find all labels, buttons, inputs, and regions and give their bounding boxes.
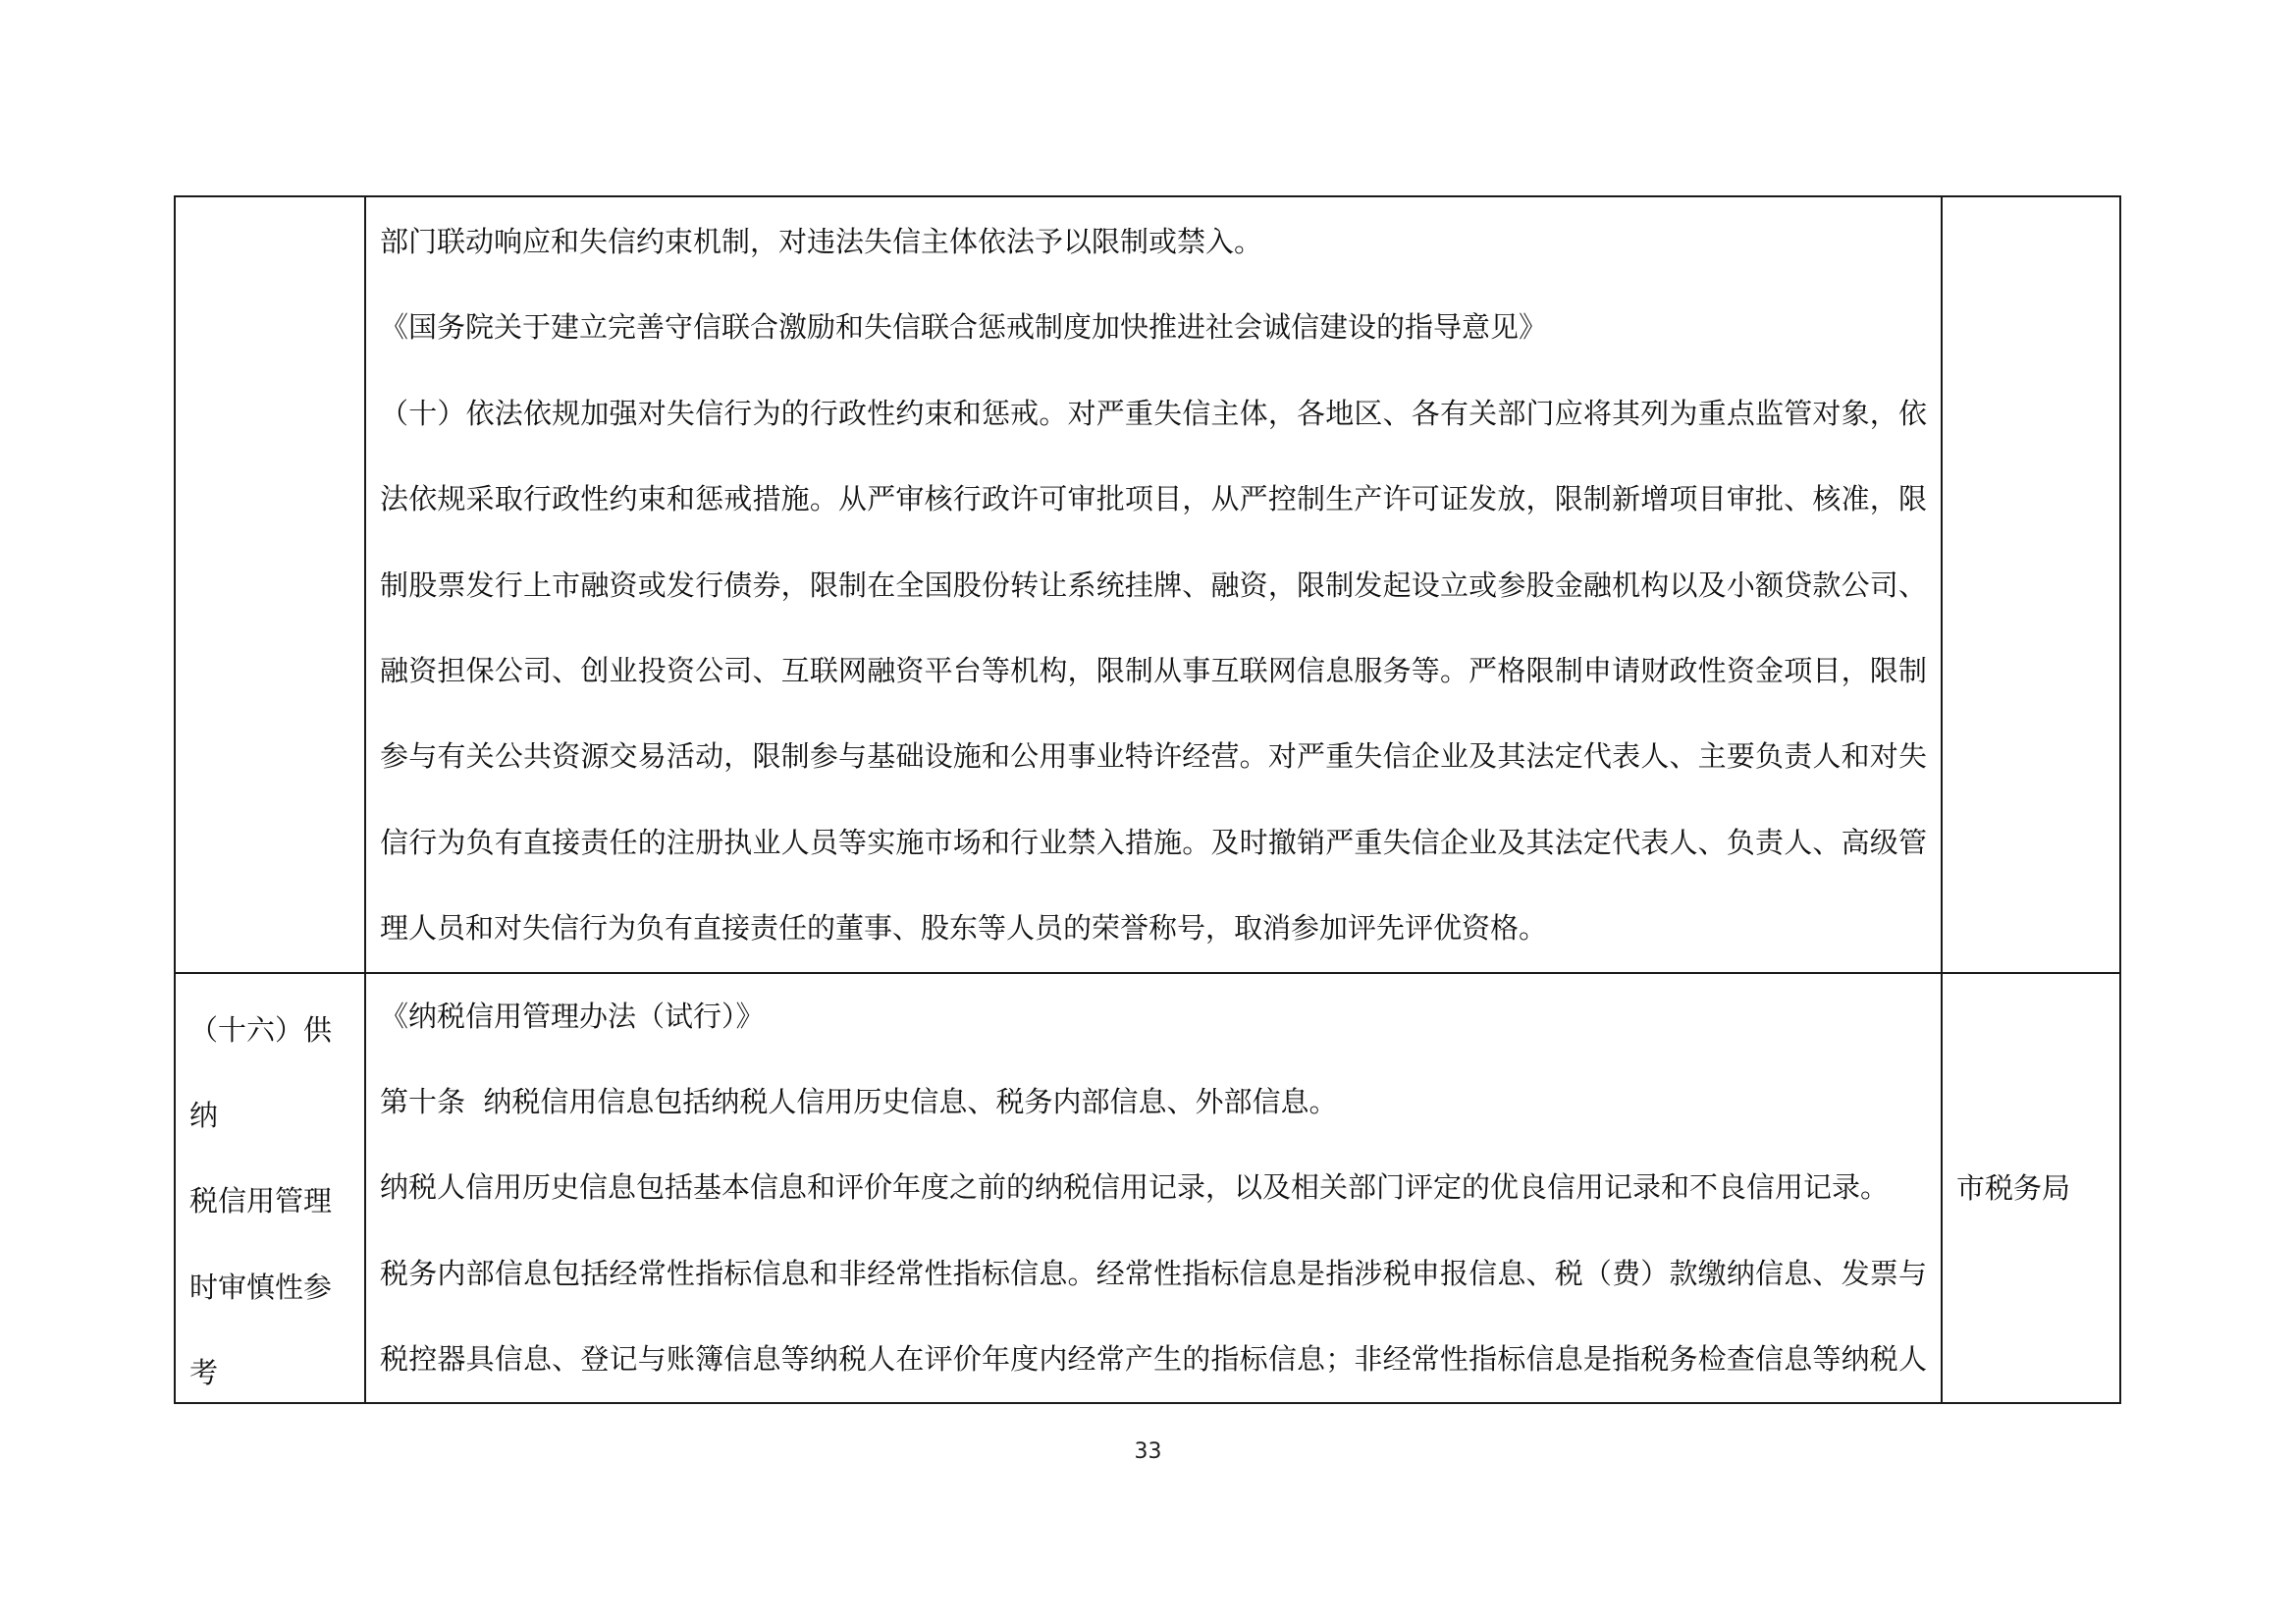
- policy-table: [174, 195, 2121, 1404]
- page-number: 33: [1134, 1439, 1162, 1464]
- department-label: 市税务局: [1956, 1170, 2071, 1205]
- basis-cell: [365, 973, 1942, 1404]
- basis-line: 制股票发行上市融资或发行债券，限制在全国股份转让系统挂牌、融资，限制发起设立或参股金融机构以及小额贷款公司、: [380, 568, 1927, 602]
- item-cell: [175, 973, 365, 1404]
- document-title: 《纳税信用管理办法（试行）》: [380, 999, 765, 1033]
- table-row: [175, 973, 2120, 1404]
- item-title-line: （十六）供纳: [189, 1012, 333, 1132]
- basis-line: 第十条 纳税信用信息包括纳税人信用历史信息、税务内部信息、外部信息。: [380, 1084, 1338, 1118]
- item-title-line: 税信用管理: [189, 1184, 333, 1218]
- basis-line: 参与有关公共资源交易活动，限制参与基础设施和公用事业特许经营。对严重失信企业及其法定代表人、主要负责人和对失: [380, 739, 1927, 774]
- basis-cell: [365, 196, 1942, 973]
- basis-line: 税务内部信息包括经常性指标信息和非经常性指标信息。经常性指标信息是指涉税申报信息、税（费）款缴纳信息、发票与: [380, 1256, 1927, 1290]
- department-cell: [1942, 196, 2120, 973]
- item-title-line: 时审慎性参: [189, 1270, 333, 1304]
- item-title: [189, 988, 356, 1417]
- basis-line: 部门联动响应和失信约束机制，对违法失信主体依法予以限制或禁入。: [380, 225, 1263, 258]
- table-row: [175, 196, 2120, 973]
- document-title: 《国务院关于建立完善守信联合激励和失信联合惩戒制度加快推进社会诚信建设的指导意见》: [380, 310, 1548, 345]
- department-cell: [1942, 973, 2120, 1404]
- item-title-line: 考: [189, 1356, 219, 1390]
- basis-line: （十）依法依规加强对失信行为的行政性约束和惩戒。对严重失信主体，各地区、各有关部门应将其列为重点监管对象，依: [380, 396, 1927, 430]
- basis-line: 纳税人信用历史信息包括基本信息和评价年度之前的纳税信用记录，以及相关部门评定的优良信用记录和不良信用记录。: [380, 1170, 1890, 1205]
- basis-line: 税控器具信息、登记与账簿信息等纳税人在评价年度内经常产生的指标信息；非经常性指标信息是指税务检查信息等纳税人: [380, 1342, 1927, 1377]
- basis-line: 信行为负有直接责任的注册执业人员等实施市场和行业禁入措施。及时撤销严重失信企业及其法定代表人、负责人、高级管: [380, 825, 1927, 859]
- basis-line: 融资担保公司、创业投资公司、互联网融资平台等机构，限制从事互联网信息服务等。严格限制申请财政性资金项目，限制: [380, 653, 1927, 687]
- basis-line: 法依规采取行政性约束和惩戒措施。从严审核行政许可审批项目，从严控制生产许可证发放，限制新增项目审批、核准，限: [380, 482, 1927, 516]
- item-cell: [175, 196, 365, 973]
- basis-line: 理人员和对失信行为负有直接责任的董事、股东等人员的荣誉称号，取消参加评先评优资格。: [380, 911, 1548, 946]
